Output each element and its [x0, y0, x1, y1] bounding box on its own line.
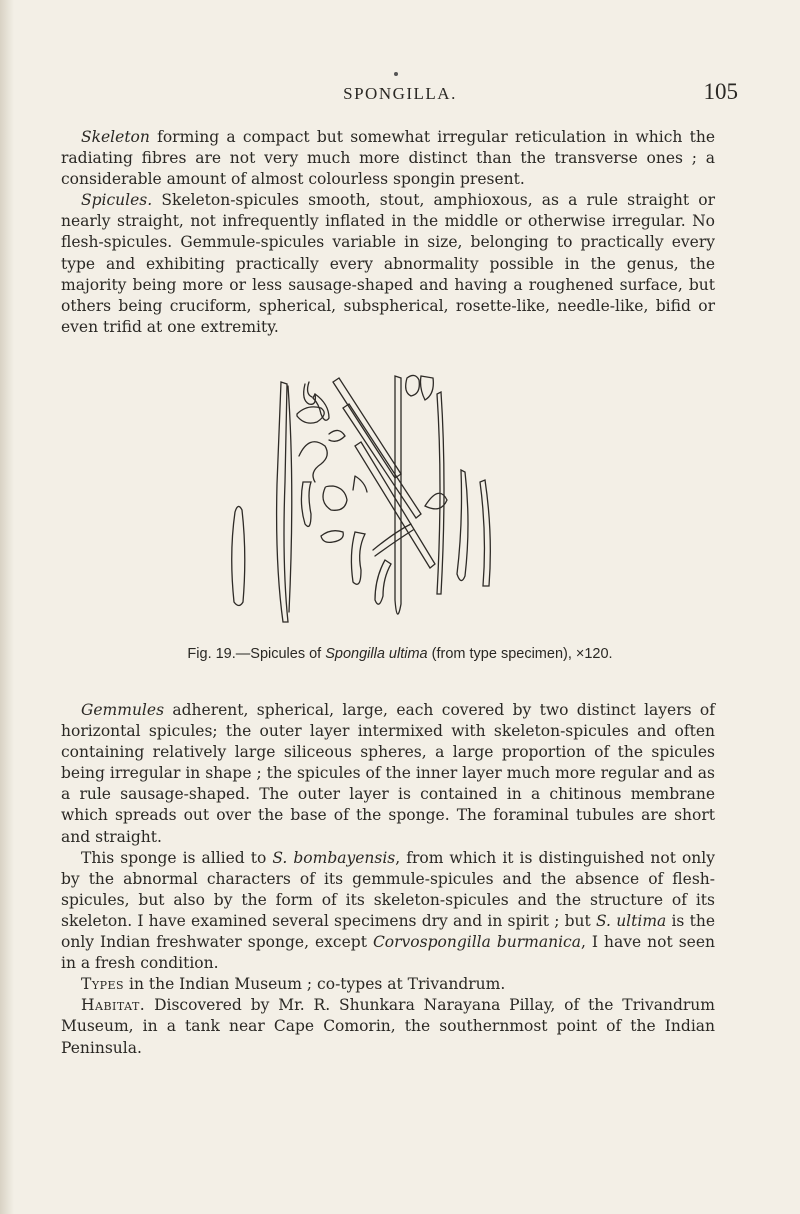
spicule-hooked-vertical	[301, 482, 311, 526]
text-spicules: Skeleton-spicules smooth, stout, amphioxous, as a rule straight or nearly straight, not infrequently inflated in the middle or otherwise irregular. No flesh-spicules. Gemmule-spicules variable in size, belonging to practically every type and exhibiting practically every abnormality possible in the genus, the majority being more or less sausage-shaped and having a roughened surface, but others being cruciform, spherical, subspherical, rosette-like, needle-like, bifid or even trifid at one extremity.	[61, 191, 715, 336]
lead-habitat: Habitat.	[81, 996, 146, 1015]
paragraph-skeleton	[61, 127, 715, 190]
spicule-bent-bottom	[351, 532, 365, 584]
spicule-hook-top	[304, 382, 316, 404]
text-skeleton: forming a compact but somewhat irregular reticulation in which the radiating fibres are not very much more distinct than the transverse ones ; a considerable amount of almost colourless spongin present.	[61, 128, 715, 189]
running-head: SPONGILLA.	[343, 84, 457, 103]
lead-gemmules: Gemmules	[81, 701, 165, 719]
caption-species: Spongilla ultima	[325, 646, 428, 662]
description-bottom	[61, 700, 715, 1059]
allied-text-3: is the only Indian freshwater sponge, except	[61, 911, 715, 952]
species-bombayensis: S. bombayensis	[272, 848, 396, 867]
spicule-s-shape	[299, 442, 327, 482]
spicule-diagonal-1	[333, 378, 401, 478]
paragraph-allied	[61, 848, 715, 975]
lead-types: Types	[81, 975, 125, 994]
allied-text-4: , I have not seen in a fresh condition.	[61, 933, 715, 973]
page-edge-shadow	[0, 0, 14, 1214]
page-header	[60, 79, 740, 112]
caption-prefix: Fig. 19.—Spicules of	[187, 646, 326, 662]
caption-suffix: (from type specimen), ×120.	[427, 646, 613, 662]
spicule-bifid	[353, 476, 367, 492]
print-speck	[394, 72, 398, 76]
spicule-top-right	[421, 376, 434, 400]
spicule-left-needle	[232, 506, 245, 605]
spicule-diagonal-2	[343, 404, 421, 518]
spicule-bottom-curved	[375, 560, 391, 604]
spicule-rosette-top	[406, 375, 420, 396]
page-number: 105	[703, 79, 738, 104]
figure-caption	[60, 646, 740, 662]
paragraph-habitat	[61, 995, 715, 1058]
text-types: in the Indian Museum ; co-types at Trivandrum.	[124, 975, 506, 994]
species-ultima: S. ultima	[595, 911, 667, 930]
lead-skeleton: Skeleton	[81, 128, 150, 146]
spicule-sphere	[323, 486, 347, 510]
species-corvospongilla: Corvospongilla burmanica	[372, 933, 581, 952]
lead-spicules: Spicules.	[81, 191, 153, 210]
spicule-sausage-2	[321, 531, 343, 543]
spicule-tall-left	[277, 382, 288, 622]
allied-text-2: , from which it is distinguished not only by the abnormal characters of its gemmule-spicules and the absence of flesh-spicules, but also by the form of its skeleton-spicules and the structure of its skeleton. I have examined several specimens dry and in spirit ; but	[61, 848, 715, 930]
spicule-diagonal-small	[373, 524, 413, 556]
spicule-right-long	[457, 470, 468, 581]
text-habitat: Discovered by Mr. R. Shunkara Narayana Pillay, of the Trivandrum Museum, in a tank near Cape Comorin, the southernmost point of the Indian Peninsula.	[61, 996, 715, 1057]
description-top	[61, 127, 715, 338]
paragraph-types	[61, 974, 715, 995]
spicule-figure	[225, 364, 515, 634]
spicule-drawing	[225, 364, 515, 634]
paragraph-gemmules	[61, 700, 715, 848]
paragraph-spicules	[61, 190, 715, 338]
allied-text-1: This sponge is allied to	[81, 848, 273, 867]
spicule-tall-left-2	[288, 386, 292, 612]
spicule-far-right	[480, 480, 490, 586]
text-gemmules: adherent, spherical, large, each covered by two distinct layers of horizontal spicules; the outer layer intermixed with skeleton-spicules and often containing relatively large siliceous spheres, a large proportion of the spicules being irregular in shape ; the spicules of the inner layer much more regular and as a rule sausage-shaped. The outer layer is contained in a chitinous membrane which spreads out over the base of the sponge. The foraminal tubules are short and straight.	[61, 701, 715, 846]
spicule-bent-small	[329, 430, 345, 441]
